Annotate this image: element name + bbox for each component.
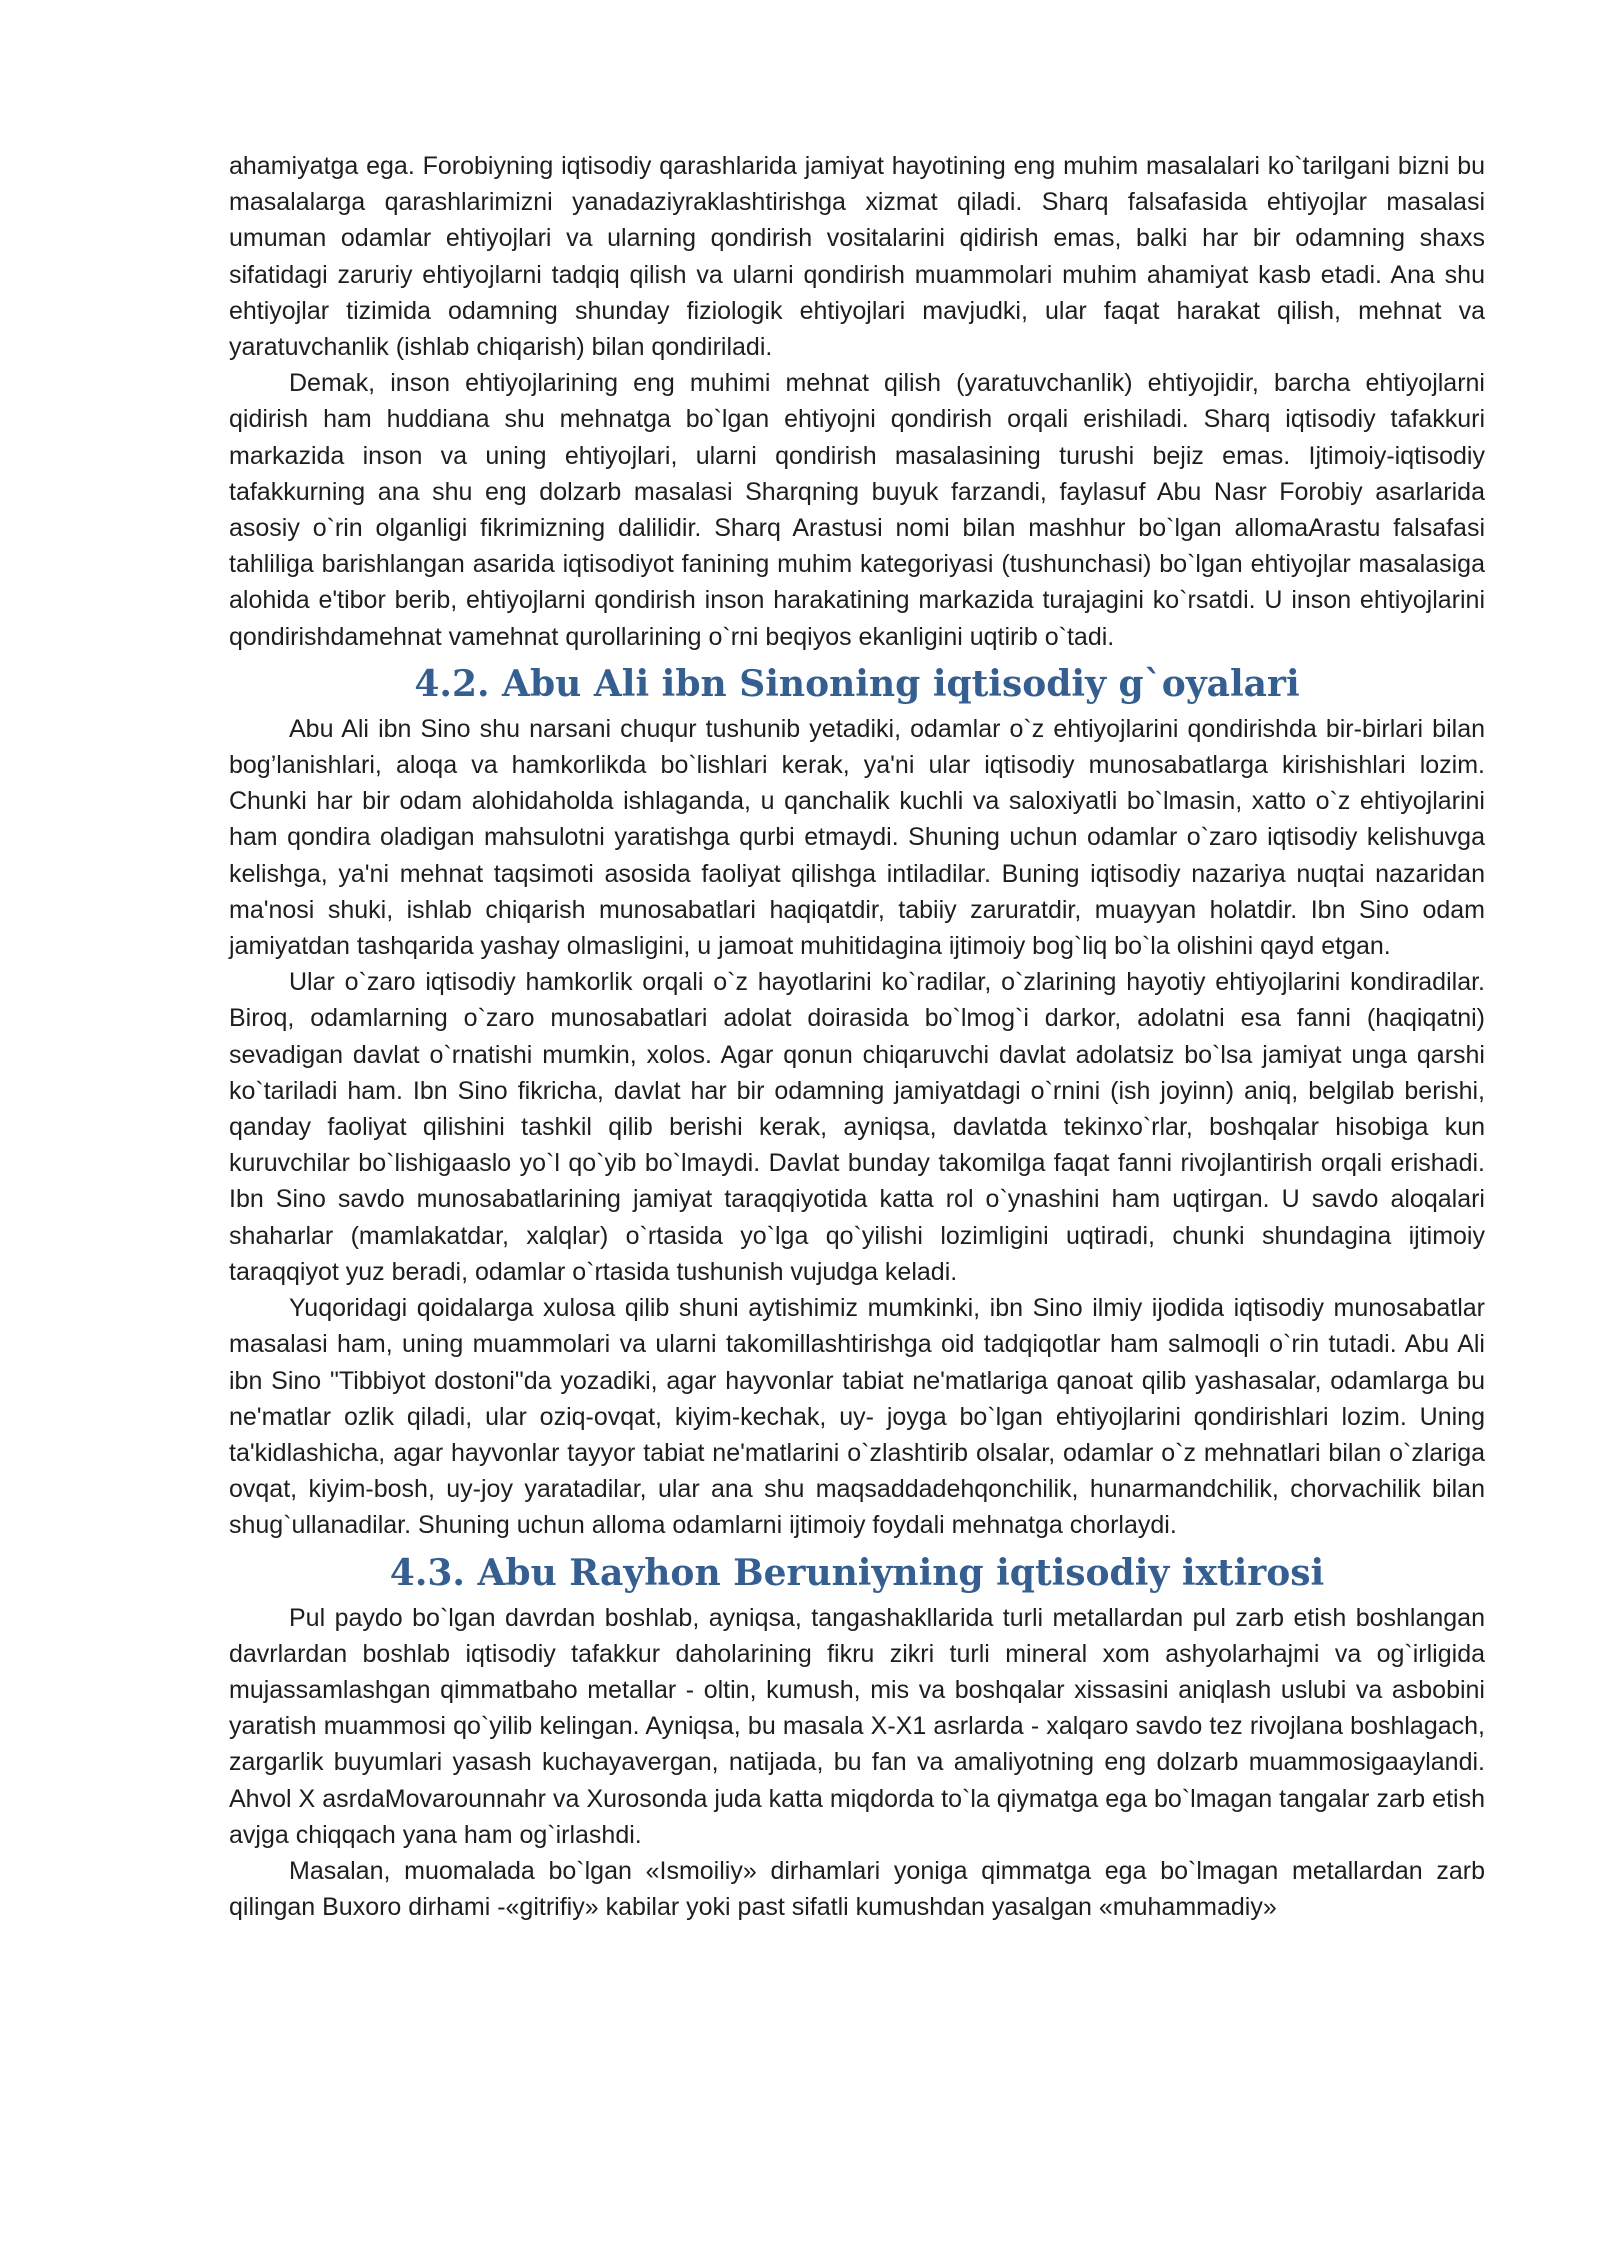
paragraph: Demak, inson ehtiyojlarining eng muhimi mehnat qilish (yaratuvchanlik) ehtiyojidir, barcha ehtiyojlarni qidirish ham huddiana shu mehnatga bo`lgan ehtiyojni qondirish orqali erishiladi. Sharq iqtisodiy tafakkuri markazida inson va uning ehtiyojlari, ularni qondirish masalasining turushi bejiz emas. Ijtimoiy-iqtisodiy tafakkurning ana shu eng dolzarb masalasi Sharqning buyuk farzandi, faylasuf Abu Nasr Forobiy asarlarida asosiy o`rin olganligi fikrimizning dalilidir. Sharq Arastusi nomi bilan mashhur bo`lgan allomaArastu falsafasi tahliliga barishlangan asarida iqtisodiyot fanining muhim kategoriyasi (tushunchasi) bo`lgan ehtiyojlar masalasiga alohida e'tibor berib, ehtiyojlarni qondirish inson harakatining markazida turajagini ko`rsatdi. U inson ehtiyojlarini qondirishdamehnat vamehnat qurollarining o`rni beqiyos ekanligini uqtirib o`tadi. <box>229 369 1485 651</box>
section-heading-4-3: 4.3. Abu Rayhon Beruniyning iqtisodiy ixtirosi <box>389 1551 1325 1594</box>
document-page <box>229 148 1485 1925</box>
section-heading-4-2: 4.2. Abu Ali ibn Sinoning iqtisodiy g`oyalari <box>414 662 1300 705</box>
paragraph: ahamiyatga ega. Forobiyning iqtisodiy qarashlarida jamiyat hayotining eng muhim masalalari ko`tarilgani bizni bu masalalarga qarashlarimizni yanadaziyraklashtirishga xizmat qiladi. Sharq falsafasida ehtiyojlar masalasi umuman odamlar ehtiyojlari va ularning qondirish vositalarini qidirish emas, balki har bir odamning shaxs sifatidagi zaruriy ehtiyojlarni tadqiq qilish va ularni qondirish muammolari muhim ahamiyat kasb etadi. Ana shu ehtiyojlar tizimida odamning shunday fiziologik ehtiyojlari mavjudki, ular faqat harakat qilish, mehnat va yaratuvchanlik (ishlab chiqarish) bilan qondiriladi. <box>229 152 1485 362</box>
paragraph: Abu Ali ibn Sino shu narsani chuqur tushunib yetadiki, odamlar o`z ehtiyojlarini qondirishda bir-birlari bilan bog’lanishlari, aloqa va hamkorlikda bo`lishlari kerak, ya'ni ular iqtisodiy munosabatlarga kirishishlari lozim. Chunki har bir odam alohidaholda ishlaganda, u qanchalik kuchli va saloxiyatli bo`lmasin, xatto o`z ehtiyojlarini ham qondira oladigan mahsulotni yaratishga qurbi etmaydi. Shuning uchun odamlar o`zaro iqtisodiy kelishuvga kelishga, ya'ni mehnat taqsimoti asosida faoliyat qilishga intiladilar. Buning iqtisodiy nazariya nuqtai nazaridan ma'nosi shuki, ishlab chiqarish munosabatlari haqiqatdir, tabiiy zaruratdir, muayyan holatdir. Ibn Sino odam jamiyatdan tashqarida yashay olmasligini, u jamoat muhitidagina ijtimoiy bog`liq bo`la olishini qayd etgan. <box>229 714 1485 961</box>
paragraph: Yuqoridagi qoidalarga xulosa qilib shuni aytishimiz mumkinki, ibn Sino ilmiy ijodida iqtisodiy munosabatlar masalasi ham, uning muammolari va ularni takomillashtirishga oid tadqiqotlar ham salmoqli o`rin tutadi. Abu Ali ibn Sino "Tibbiyot dostoni"da yozadiki, agar hayvonlar tabiat ne'matlariga qanoat qilib yashasalar, odamlarga bu ne'matlar ozlik qiladi, ular oziq-ovqat, kiyim-kechak, uy- joyga bo`lgan ehtiyojlarini qondirishlari lozim. Uning ta'kidlashicha, agar hayvonlar tayyor tabiat ne'matlarini o`zlashtirib olsalar, odamlar o`z mehnatlari bilan o`zlariga ovqat, kiyim-bosh, uy-joy yaratadilar, ular ana shu maqsaddadehqonchilik, hunarmandchilik, chorvachilik bilan shug`ullanadilar. Shuning uchun alloma odamlarni ijtimoiy foydali mehnatga chorlaydi. <box>229 1294 1485 1540</box>
paragraph: Pul paydo bo`lgan davrdan boshlab, ayniqsa, tangashakllarida turli metallardan pul zarb etish boshlangan davrlardan boshlab iqtisodiy tafakkur daholarining fikru zikri turli mineral xom ashyolarhajmi va og`irligida mujassamlashgan qimmatbaho metallar - oltin, kumush, mis va boshqalar xissasini aniqlash uslubi va asbobini yaratish muammosi qo`yilib kelingan. Ayniqsa, bu masala X-X1 asrlarda - xalqaro savdo tez rivojlana boshlagach, zargarlik buyumlari yasash kuchayavergan, natijada, bu fan va amaliyotning eng dolzarb muammosigaaylandi. Ahvol X asrdaMovarounnahr va Xurosonda juda katta miqdorda to`la qiymatga ega bo`lmagan tangalar zarb etish avjga chiqqach yana ham og`irlashdi. <box>229 1603 1485 1849</box>
paragraph: Ular o`zaro iqtisodiy hamkorlik orqali o`z hayotlarini ko`radilar, o`zlarining hayotiy ehtiyojlarini kondiradilar. Biroq, odamlarning o`zaro munosabatlari adolat doirasida bo`lmog`i darkor, adolatni esa fanni (haqiqatni) sevadigan davlat o`rnatishi mumkin, xolos. Agar qonun chiqaruvchi davlat adolatsiz bo`lsa jamiyat unga qarshi ko`tariladi ham. Ibn Sino fikricha, davlat har bir odamning jamiyatdagi o`rnini (ish joyinn) aniq, belgilab berishi, qanday faoliyat qilishini tashkil qilib berishi kerak, ayniqsa, davlatda tekinxo`rlar, boshqalar hisobiga kun kuruvchilar bo`lishigaaslo yo`l qo`yib bo`lmaydi. Davlat bunday takomilga faqat fanni rivojlantirish orqali erishadi. Ibn Sino savdo munosabatlarining jamiyat taraqqiyotida katta rol o`ynashini ham uqtirgan. U savdo aloqalari shaharlar (mamlakatdar, xalqlar) o`rtasida yo`lga qo`yilishi lozimligini uqtiradi, chunki shundagina ijtimoiy taraqqiyot yuz beradi, odamlar o`rtasida tushunish vujudga keladi. <box>229 968 1485 1286</box>
paragraph: Masalan, muomalada bo`lgan «Ismoiliy» dirhamlari yoniga qimmatga ega bo`lmagan metallardan zarb qilingan Buxoro dirhami -«gitrifiy» kabilar yoki past sifatli kumushdan yasalgan «muhammadiy» <box>229 1856 1485 1922</box>
